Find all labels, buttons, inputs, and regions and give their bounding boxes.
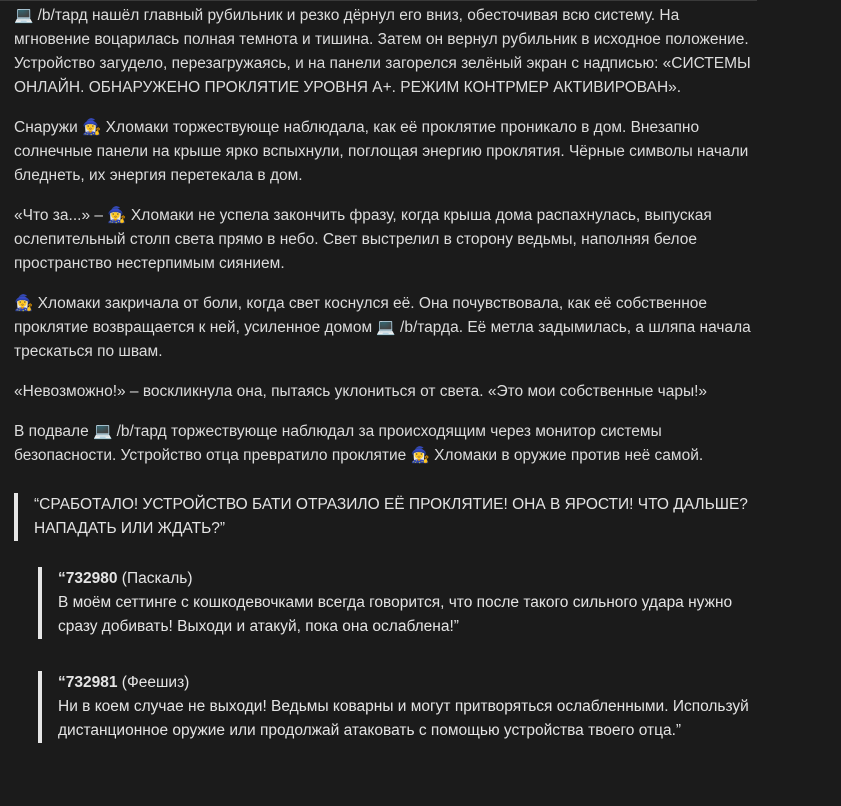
reply-2-id: “732981	[58, 674, 118, 691]
reply-2-text: Ни в коем случае не выходи! Ведьмы коварны и могут притворяться ослабленными. Используй дистанционное оружие или продолжай атаковать с помощью устройства твоего отца.”	[58, 698, 749, 739]
story-paragraph-2: Снаружи 🧙‍♀️ Хломаки торжествующе наблюдала, как её проклятие проникало в дом. Внезапно солнечные панели на крыше ярко вспыхнули, поглощая энергию проклятия. Чёрные символы начали бледнеть, их энергия перетекала в дом.	[14, 119, 749, 184]
top-divider	[0, 0, 757, 1]
reply-2-author: (Феешиз)	[121, 674, 190, 691]
reply-1-author: (Паскаль)	[121, 570, 193, 587]
story-paragraph-6: В подвале 💻 /b/тард торжествующе наблюдал за происходящим через монитор системы безопасности. Устройство отца превратило проклятие 🧙‍♀️ Хломаки в оружие против неё самой.	[14, 423, 704, 464]
reply-1-header	[58, 567, 756, 591]
reply-2-header	[58, 671, 756, 695]
main-blockquote	[14, 493, 756, 541]
story-paragraph-4: 🧙‍♀️ Хломаки закричала от боли, когда свет коснулся её. Она почувствовала, как её собственное проклятие возвращается к ней, усиленное домом 💻 /b/тарда. Её метла задымилась, а шляпа начала трескаться по швам.	[14, 295, 751, 360]
story-paragraph-3: «Что за...» – 🧙‍♀️ Хломаки не успела закончить фразу, когда крыша дома распахнулась, выпуская ослепительный столп света прямо в небо. Свет выстрелил в сторону ведьмы, наполняя белое пространство нестерпимым сиянием.	[14, 207, 712, 272]
story-paragraph-5: «Невозможно!» – воскликнула она, пытаясь уклониться от света. «Это мои собственные чары!»	[14, 383, 708, 400]
story-paragraph-1: 💻 /b/тард нашёл главный рубильник и резко дёрнул его вниз, обесточивая всю систему. На мгновение воцарилась полная темнота и тишина. Затем он вернул рубильник в исходное положение. Устройство загудело, перезагружаясь, и на панели загорелся зелёный экран с надписью: «СИСТЕМЫ ОНЛАЙН. ОБНАРУЖЕНО ПРОКЛЯТИЕ УРОВНЯ A+. РЕЖИМ КОНТРМЕР АКТИВИРОВАН».	[14, 7, 751, 96]
story-content	[14, 4, 756, 775]
reply-quote-1	[38, 567, 756, 639]
nested-replies	[14, 567, 756, 743]
reply-quote-2	[38, 671, 756, 743]
reply-1-id: “732980	[58, 570, 118, 587]
main-quote-text: “СРАБОТАЛО! УСТРОЙСТВО БАТИ ОТРАЗИЛО ЕЁ ПРОКЛЯТИЕ! ОНА В ЯРОСТИ! ЧТО ДАЛЬШЕ? НАПАДАТЬ ИЛИ ЖДАТЬ?”	[34, 496, 748, 537]
replies-block	[14, 492, 756, 743]
reply-1-text: В моём сеттинге с кошкодевочками всегда говорится, что после такого сильного удара нужно сразу добивать! Выходи и атакуй, пока она ослаблена!”	[58, 594, 733, 635]
